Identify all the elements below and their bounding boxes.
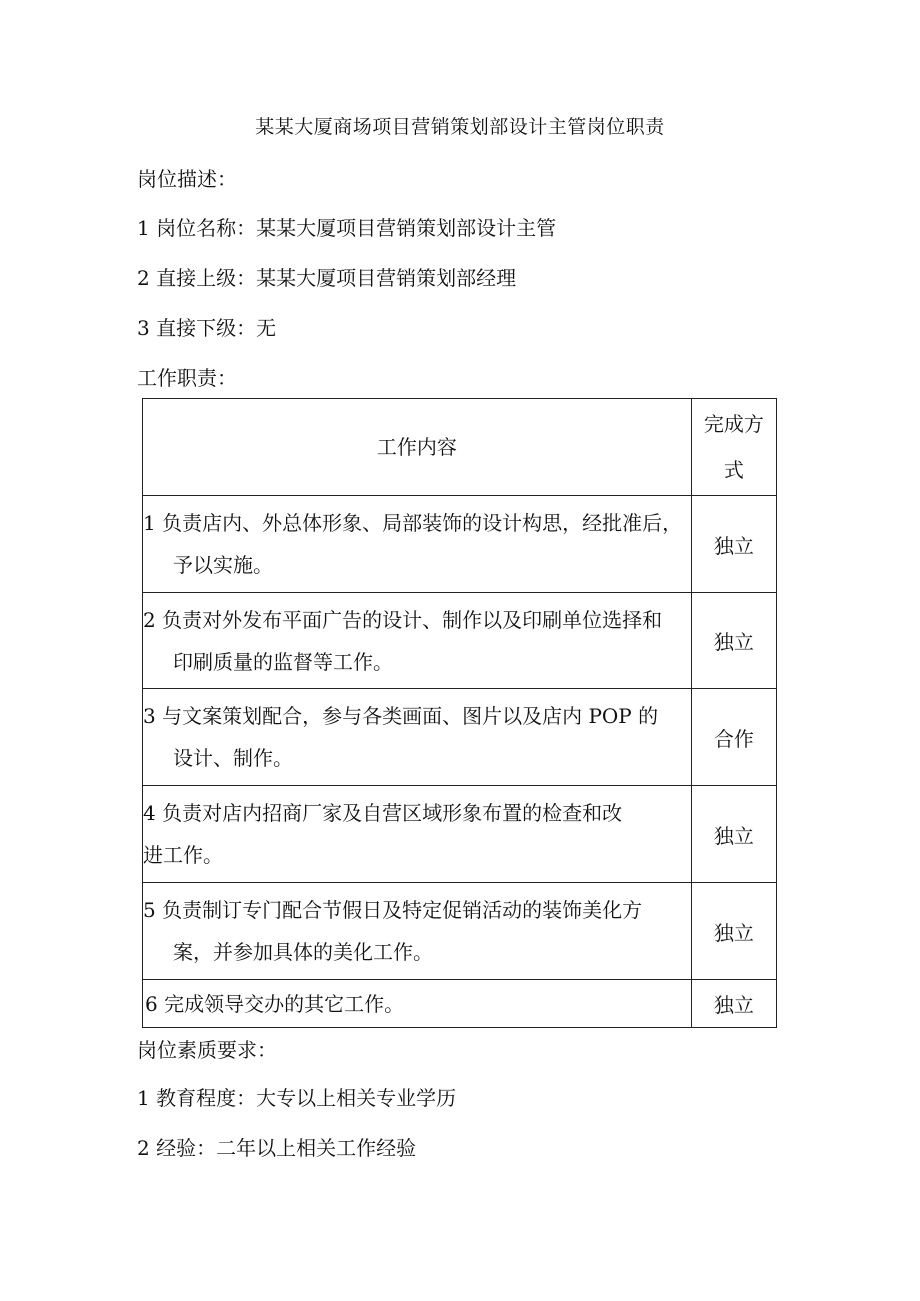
table-row	[143, 689, 777, 786]
duty-line1: 2 负责对外发布平面广告的设计、制作以及印刷单位选择和	[143, 607, 663, 632]
duty-content	[143, 883, 692, 980]
header-content: 工作内容	[143, 399, 692, 496]
requirements-heading: 岗位素质要求：	[137, 1038, 277, 1062]
duty-line2: 进工作。	[143, 843, 223, 867]
duty-content	[143, 689, 692, 786]
duty-line2: 予以实施。	[173, 553, 273, 577]
header-mode-line2: 式	[723, 458, 744, 482]
document-title: 某某大厦商场项目营销策划部设计主管岗位职责	[255, 116, 665, 138]
header-mode	[691, 399, 776, 496]
duty-mode: 独立	[691, 980, 776, 1028]
duty-line1: 3 与文案策划配合，参与各类画面、图片以及店内 POP 的	[143, 704, 659, 728]
duty-mode: 独立	[691, 593, 776, 689]
table-row	[143, 496, 777, 593]
duties-table	[142, 398, 777, 1028]
duty-content	[143, 786, 692, 883]
duties-heading: 工作职责：	[137, 366, 237, 390]
duty-mode: 独立	[691, 786, 776, 883]
duty-line2: 印刷质量的监督等工作。	[173, 649, 393, 674]
duty-content	[143, 980, 692, 1028]
duty-content	[143, 593, 692, 689]
duty-mode: 合作	[691, 689, 776, 786]
position-name-line: 1 岗位名称：某某大厦项目营销策划部设计主管	[137, 216, 557, 240]
duty-line1: 5 负责制订专门配合节假日及特定促销活动的装饰美化方	[143, 898, 643, 922]
duty-mode: 独立	[691, 883, 776, 980]
duty-line1: 4 负责对店内招商厂家及自营区域形象布置的检查和改	[143, 801, 623, 825]
header-mode-line1: 完成方	[703, 412, 764, 436]
education-line: 1 教育程度：大专以上相关专业学历	[137, 1086, 457, 1110]
duty-line1: 6 完成领导交办的其它工作。	[145, 991, 405, 1016]
table-row	[143, 883, 777, 980]
duty-line2: 设计、制作。	[173, 746, 293, 770]
table-row	[143, 980, 777, 1028]
table-row	[143, 593, 777, 689]
duty-content	[143, 496, 692, 593]
experience-line: 2 经验：二年以上相关工作经验	[137, 1136, 417, 1160]
table-header-row	[143, 399, 777, 496]
direct-superior-line: 2 直接上级：某某大厦项目营销策划部经理	[137, 266, 517, 290]
duty-mode: 独立	[691, 496, 776, 593]
table-row	[143, 786, 777, 883]
direct-subordinate-line: 3 直接下级：无	[137, 316, 277, 340]
description-heading: 岗位描述：	[137, 167, 237, 191]
duty-line2: 案，并参加具体的美化工作。	[173, 940, 433, 964]
duty-line1: 1 负责店内、外总体形象、局部装饰的设计构思，经批准后，	[143, 511, 683, 535]
